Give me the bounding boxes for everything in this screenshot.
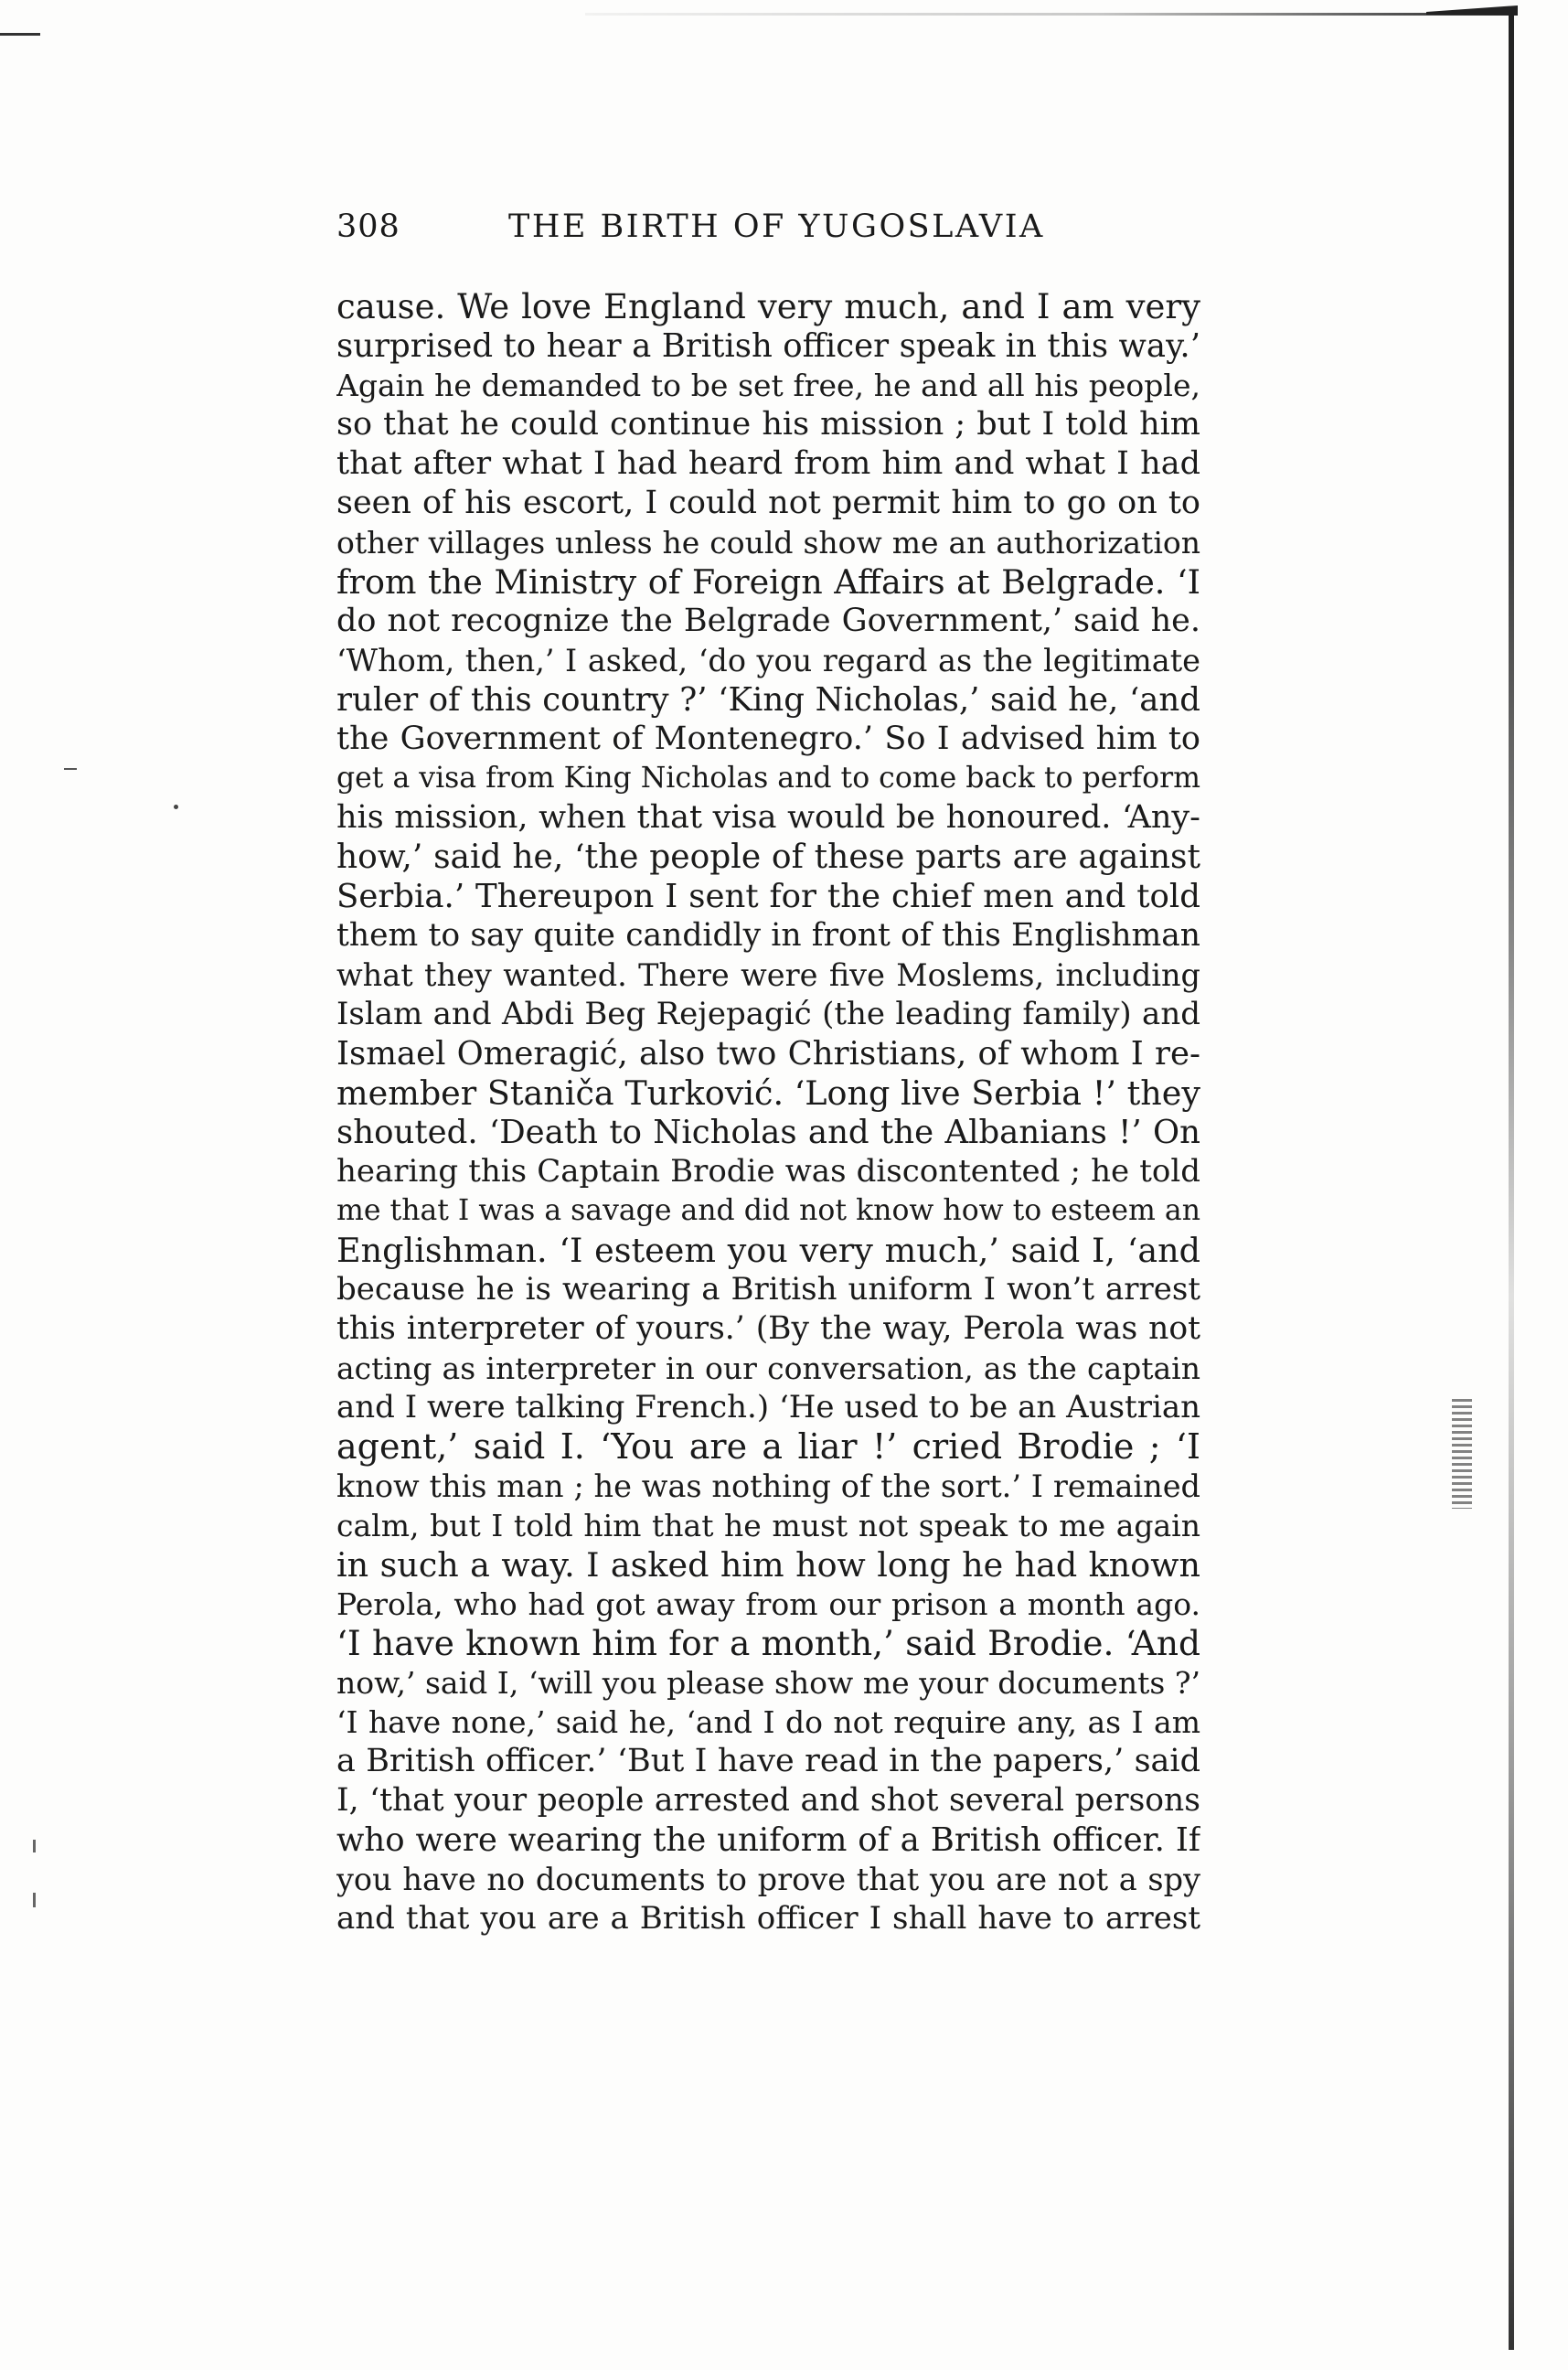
text-line: now,’ said I, ‘will you please show me your documents ?’	[336, 1665, 1200, 1701]
text-line: you have no documents to prove that you are not a spy	[336, 1862, 1200, 1897]
text-line: so that he could continue his mission ; but I told him	[336, 406, 1200, 443]
text-line: do not recognize the Belgrade Government,’ said he.	[336, 603, 1200, 639]
scan-mark	[0, 33, 40, 36]
text-line: Again he demanded to be set free, he and all his people,	[336, 368, 1200, 403]
text-line: Ismael Omeragić, also two Christians, of whom I re-	[336, 1035, 1200, 1073]
text-line: Englishman. ‘I esteem you very much,’ said I, ‘and	[336, 1231, 1200, 1270]
text-line: ruler of this country ?’ ‘King Nicholas,’ said he, ‘and	[336, 681, 1200, 719]
text-line: and I were talking French.) ‘He used to be an Austrian	[336, 1389, 1200, 1425]
text-line: member Staniča Turković. ‘Long live Serbia !’ they	[336, 1073, 1200, 1113]
text-line: other villages unless he could show me an authorization	[336, 525, 1200, 560]
text-line: because he is wearing a British uniform I won’t arrest	[336, 1271, 1200, 1308]
scan-dot	[174, 805, 178, 809]
text-line: this interpreter of yours.’ (By the way, Perola was not	[336, 1310, 1200, 1347]
text-line: the Government of Montenegro.’ So I advised him to	[336, 721, 1200, 757]
text-line: ‘I have known him for a month,’ said Brodie. ‘And	[336, 1624, 1200, 1663]
running-head	[336, 208, 1214, 256]
text-line: a British officer.’ ‘But I have read in the papers,’ said	[336, 1743, 1200, 1779]
body-text	[336, 287, 1200, 1938]
text-line: Islam and Abdi Beg Rejepagić (the leading family) and	[336, 996, 1200, 1032]
scan-mark	[33, 1893, 36, 1907]
text-line: agent,’ said I. ‘You are a liar !’ cried Brodie ; ‘I	[336, 1427, 1200, 1467]
scan-speckle	[1452, 1399, 1472, 1509]
text-line: that after what I had heard from him and what I had	[336, 445, 1200, 482]
text-line: who were wearing the uniform of a British officer. If	[336, 1821, 1200, 1859]
text-line: know this man ; he was nothing of the sort.’ I remained	[336, 1468, 1200, 1504]
text-line: hearing this Captain Brodie was discontented ; he told	[336, 1153, 1200, 1190]
text-line: seen of his escort, I could not permit him to go on to	[336, 485, 1200, 521]
text-line: shouted. ‘Death to Nicholas and the Albanians !’ On	[336, 1114, 1200, 1151]
page-number: 308	[336, 208, 400, 245]
text-line: me that I was a savage and did not know how to esteem an	[336, 1194, 1200, 1227]
text-line: ‘Whom, then,’ I asked, ‘do you regard as the legitimate	[336, 643, 1200, 678]
text-line: how,’ said he, ‘the people of these parts are against	[336, 838, 1200, 876]
text-line: Serbia.’ Thereupon I sent for the chief men and told	[336, 878, 1200, 915]
scan-corner-mark	[1426, 5, 1518, 15]
text-line: and that you are a British officer I shall have to arrest	[336, 1900, 1200, 1937]
text-line: his mission, when that visa would be honoured. ‘Any-	[336, 799, 1200, 836]
text-line: in such a way. I asked him how long he had known	[336, 1545, 1200, 1585]
scan-mark	[64, 768, 77, 770]
text-line: from the Ministry of Foreign Affairs at Belgrade. ‘I	[336, 562, 1200, 602]
text-line: get a visa from King Nicholas and to come back to perform	[336, 762, 1200, 795]
text-line: Perola, who had got away from our prison a month ago.	[336, 1586, 1200, 1622]
scan-mark	[33, 1840, 36, 1852]
text-line: surprised to hear a British officer speak in this way.’	[336, 327, 1200, 365]
book-title: THE BIRTH OF YUGOSLAVIA	[508, 208, 1045, 245]
text-line: what they wanted. There were five Moslems, including	[336, 957, 1200, 993]
text-line: acting as interpreter in our conversation, as the captain	[336, 1350, 1200, 1386]
scan-edge-top	[585, 13, 1518, 16]
text-line: calm, but I told him that he must not speak to me again	[336, 1508, 1200, 1543]
scan-edge-right	[1509, 9, 1514, 2350]
text-line: I, ‘that your people arrested and shot several persons	[336, 1782, 1200, 1819]
text-line: ‘I have none,’ said he, ‘and I do not require any, as I am	[336, 1704, 1200, 1740]
text-line: them to say quite candidly in front of this Englishman	[336, 917, 1200, 954]
text-line: cause. We love England very much, and I am very	[336, 287, 1200, 326]
